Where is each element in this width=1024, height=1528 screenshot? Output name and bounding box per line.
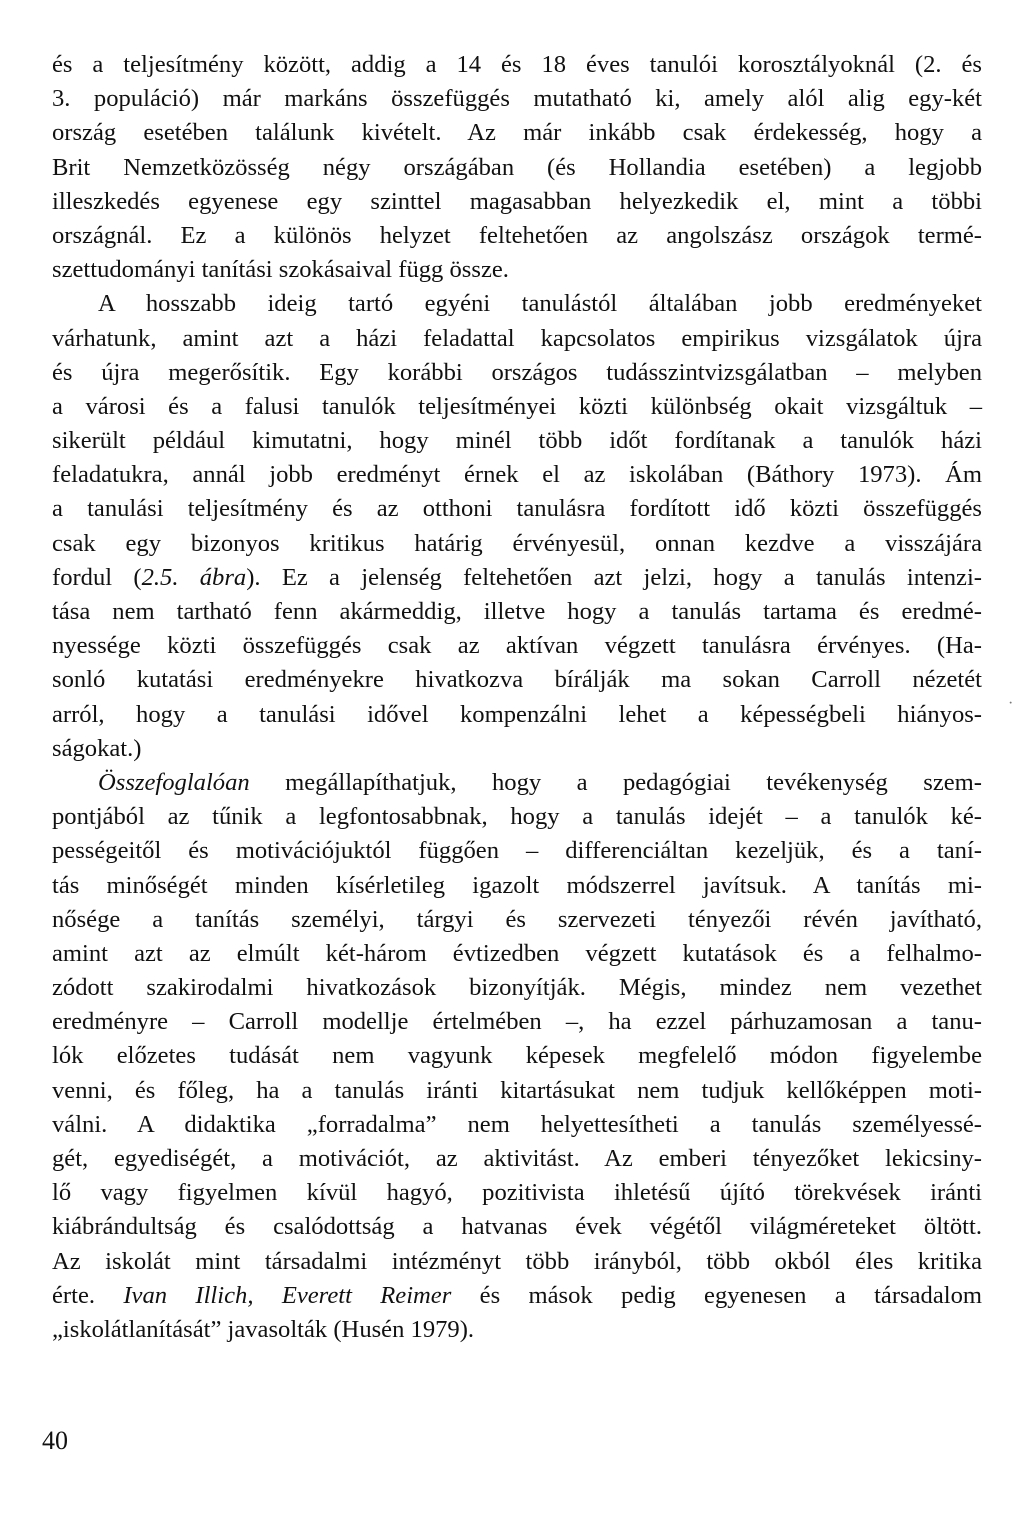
text-run: lő vagy figyelmen kívül hagyó, pozitivista ihletésű újító törekvések iránti	[52, 1179, 982, 1207]
text-run: tás minőségét minden kísérletileg igazolt módszerrel javítsuk. A tanítás mi-	[52, 871, 982, 899]
text-line	[52, 971, 982, 1005]
text-line	[52, 458, 982, 492]
text-run: illeszkedés egyenese egy szinttel magasabban helyezkedik el, mint a többi	[52, 187, 982, 215]
text-line	[52, 1142, 982, 1176]
text-line	[52, 1005, 982, 1039]
text-run: ságokat.)	[52, 734, 142, 762]
text-line	[52, 424, 982, 458]
text-line	[52, 492, 982, 526]
text-run: arról, hogy a tanulási idővel kompenzálni lehet a képességbeli hiányos-	[52, 700, 982, 728]
text-line	[52, 561, 982, 595]
text-line	[52, 322, 982, 356]
text-run: ). Ez a jelenség feltehetően azt jelzi, hogy a tanulás intenzi-	[246, 563, 982, 591]
text-run: és a teljesítmény között, addig a 14 és 18 éves tanulói korosztályoknál (2. és	[52, 51, 982, 78]
text-run: válni. A didaktika „forradalma” nem helyettesítheti a tanulás személyessé-	[52, 1110, 982, 1138]
text-run: és újra megerősítik. Egy korábbi országos tudásszintvizsgálatban – melyben	[52, 358, 982, 386]
text-line	[52, 1279, 982, 1313]
text-line	[52, 82, 982, 116]
scan-speck: ·	[1008, 695, 1014, 712]
text-run: 3. populáció) már markáns összefüggés mutatható ki, amely alól alig egy-két	[52, 85, 982, 113]
text-run: nősége a tanítás személyi, tárgyi és szervezeti tényezői révén javítható,	[52, 905, 982, 933]
text-line	[52, 1074, 982, 1108]
text-run: tása nem tartható fenn akármeddig, illetve hogy a tanulás tartama és eredmé-	[52, 598, 982, 625]
text-line	[52, 527, 982, 561]
text-line	[52, 663, 982, 697]
text-run: „iskolátlanítását” javasolták (Husén 1979).	[52, 1315, 475, 1343]
body-text	[52, 48, 982, 1347]
italic-text-run: 2.5. ábra	[141, 563, 247, 591]
text-run: országnál. Ez a különös helyzet feltehetően az angolszász országok termé-	[52, 221, 982, 249]
text-run: nyessége közti összefüggés csak az aktívan végzett tanulásra érvényes. (Ha-	[52, 632, 982, 660]
text-line	[52, 766, 982, 800]
text-run: pességeitől és motivációjuktól függően – differenciáltan kezeljük, és a taní-	[52, 837, 982, 865]
text-run: ország esetében találunk kivételt. Az már inkább csak érdekesség, hogy a	[52, 119, 982, 147]
text-run: gét, egyediségét, a motivációt, az aktivitást. Az emberi tényezőket lekicsiny-	[52, 1145, 982, 1172]
text-run: eredményre – Carroll modellje értelmében –, ha ezzel párhuzamosan a tanu-	[52, 1008, 982, 1036]
text-line	[52, 287, 982, 321]
text-run: pontjából az tűnik a legfontosabbnak, hogy a tanulás idejét – a tanulók ké-	[52, 803, 982, 831]
text-run: Az iskolát mint társadalmi intézményt több irányból, több okból éles kritika	[52, 1247, 982, 1275]
italic-text-run: Ivan Illich, Everett Reimer	[123, 1281, 452, 1309]
text-line	[52, 903, 982, 937]
text-line	[52, 151, 982, 185]
text-line	[52, 1313, 982, 1347]
text-run: érte.	[52, 1281, 124, 1309]
text-run: várhatunk, amint azt a házi feladattal kapcsolatos empirikus vizsgálatok újra	[52, 324, 982, 352]
text-run: csak egy bizonyos kritikus határig érvényesül, onnan kezdve a visszájára	[52, 529, 982, 557]
text-run: amint azt az elmúlt két-három évtizedben végzett kutatások és a felhalmo-	[52, 939, 982, 967]
text-line	[52, 834, 982, 868]
text-run: A hosszabb ideig tartó egyéni tanulástól általában jobb eredményeket	[98, 290, 982, 318]
italic-text-run: Összefoglalóan	[98, 768, 250, 796]
text-line	[52, 1176, 982, 1210]
text-run: szettudományi tanítási szokásaival függ össze.	[52, 256, 509, 284]
text-run: fordul (	[52, 563, 142, 591]
text-line	[52, 1210, 982, 1244]
text-run: sonló kutatási eredményekre hivatkozva bírálják ma sokan Carroll nézetét	[52, 666, 982, 694]
text-line	[52, 185, 982, 219]
text-run: sikerült például kimutatni, hogy minél több időt fordítanak a tanulók házi	[52, 427, 982, 455]
text-line	[52, 937, 982, 971]
text-line	[52, 1245, 982, 1279]
text-line	[52, 869, 982, 903]
text-run: a városi és a falusi tanulók teljesítményei közti különbség okait vizsgáltuk –	[52, 392, 982, 420]
text-line	[52, 48, 982, 82]
text-run: kiábrándultság és csalódottság a hatvanas évek végétől világméreteket öltött.	[52, 1213, 982, 1241]
text-run: és mások pedig egyenesen a társadalom	[451, 1281, 982, 1309]
text-line	[52, 1039, 982, 1073]
text-line	[52, 253, 982, 287]
text-run: feladatukra, annál jobb eredményt érnek el az iskolában (Báthory 1973). Ám	[52, 461, 982, 489]
text-line	[52, 595, 982, 629]
text-line	[52, 732, 982, 766]
text-run: lók előzetes tudását nem vagyunk képesek megfelelő módon figyelembe	[52, 1042, 982, 1070]
text-line	[52, 629, 982, 663]
text-line	[52, 116, 982, 150]
text-run: megállapíthatjuk, hogy a pedagógiai tevékenység szem-	[249, 768, 982, 796]
text-line	[52, 1108, 982, 1142]
text-line	[52, 698, 982, 732]
text-run: a tanulási teljesítmény és az otthoni tanulásra fordított idő közti összefüggés	[52, 495, 982, 523]
text-line	[52, 356, 982, 390]
text-line	[52, 219, 982, 253]
text-run: zódott szakirodalmi hivatkozások bizonyítják. Mégis, mindez nem vezethet	[52, 974, 982, 1002]
text-line	[52, 800, 982, 834]
text-run: Brit Nemzetközösség négy országában (és Hollandia esetében) a legjobb	[52, 153, 982, 181]
text-run: venni, és főleg, ha a tanulás iránti kitartásukat nem tudjuk kellőképpen moti-	[52, 1076, 982, 1104]
page-number: 40	[42, 1426, 68, 1455]
text-line	[52, 390, 982, 424]
